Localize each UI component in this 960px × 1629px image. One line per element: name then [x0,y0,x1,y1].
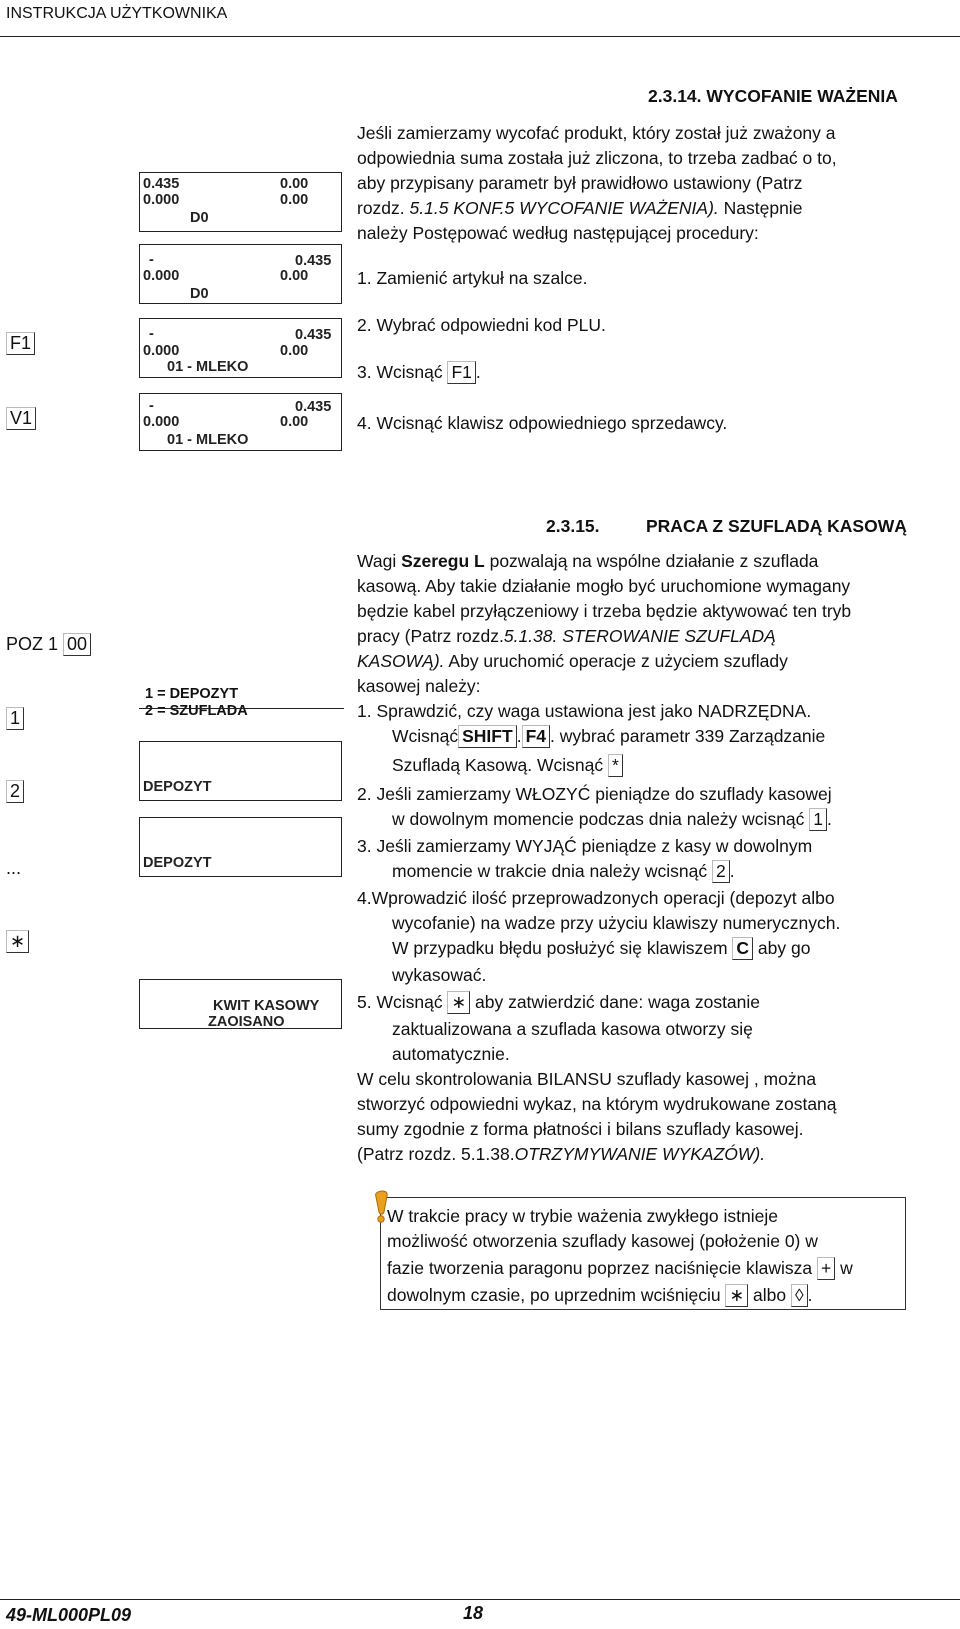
balance-line: W celu skontrolowania BILANSU szuflady kasowej , można [357,1069,817,1089]
key-2: 2 [712,860,730,883]
footer-doc-code: 49-ML000PL09 [6,1605,132,1625]
section-heading-2-3-14: 2.3.14. WYCOFANIE WAŻENIA [648,86,898,106]
drawer-step-3-cont [357,859,937,886]
display-label: DEPOZYT [143,855,212,871]
display-value: 0.00 [280,176,309,192]
key-plus: + [817,1257,835,1280]
section-2-3-15-intro [357,549,937,699]
key-f4: F4 [522,725,550,748]
key-2-side: 2 [6,780,24,803]
text: rozdz. [357,198,410,218]
display-value: 0.000 [143,268,180,284]
drawer-step-4-cont2 [357,936,937,963]
menu-option: 2 = SZUFLADA [145,703,248,719]
depozyt-display-2 [139,817,342,877]
display-value: 0.435 [295,399,332,415]
step-1: 1. Zamienić artykuł na szalce. [357,268,588,288]
display-value: - [149,398,154,414]
para-line [357,649,937,674]
text: Wagi [357,551,402,571]
drawer-step-1-keys [357,724,937,753]
text: fazie tworzenia paragonu poprzez naciśnięcie klawisza [387,1258,817,1278]
key-asterisk-note: ∗ [725,1284,748,1307]
step-2: 2. Wybrać odpowiedni kod PLU. [357,315,606,335]
para-line: aby przypisany parametr był prawidłowo ustawiony (Patrz [357,173,803,193]
display-label: DEPOZYT [143,779,212,795]
text: dowolnym czasie, po uprzednim wciśnięciu [387,1285,726,1305]
display-label: ZAOISANO [208,1014,285,1030]
receipt-display [139,979,342,1029]
scale-display-4 [139,393,342,451]
text: aby go [753,938,811,958]
display-value: 0.000 [143,192,180,208]
page-number: 18 [463,1603,484,1623]
depozyt-display-1 [139,741,342,801]
text: . [729,861,735,881]
text: Wcisnąć [392,726,459,746]
text: albo [748,1285,791,1305]
display-value: 0.00 [280,192,309,208]
header-title: INSTRUKCJA UŻYTKOWNIKA [6,5,228,22]
key-v1-side: V1 [6,407,36,430]
section-number-2-3-15: 2.3.15. [546,516,600,536]
note-line [387,1283,902,1310]
text: pracy (Patrz rozdz. [357,626,504,646]
para-line: Jeśli zamierzamy wycofać produkt, który został już zważony a [357,123,836,143]
key-c: C [732,937,753,960]
drawer-step-1: 1. Sprawdzić, czy waga ustawiona jest jako NADRZĘDNA. [357,701,812,721]
text: . wybrać parametr 339 Zarządzanie [550,726,826,746]
text: 5. Wcisnąć [357,992,448,1012]
para-line [357,624,937,649]
header-divider [0,36,960,37]
display-value: 0.435 [143,176,180,192]
para-line: odpowiednia suma została już zliczona, to trzeba zadbać o to, [357,148,837,168]
text: pozwalają na wspólne działanie z szuflada [484,551,819,571]
display-label: KWIT KASOWY [213,998,320,1014]
display-label: D0 [190,210,209,226]
key-f1: F1 [447,361,475,384]
drawer-step-3: 3. Jeśli zamierzamy WYJĄĆ pieniądze z kasy w dowolnym [357,836,813,856]
para-line [357,549,937,574]
text: w [835,1258,853,1278]
key-star: * [608,754,623,777]
key-shift: SHIFT [458,725,517,748]
para-line: kasową. Aby takie działanie mogło być uruchomione wymagany [357,576,851,596]
text: POZ 1 [6,634,64,654]
drawer-step-2-cont [357,807,937,834]
text: . [516,726,522,746]
display-value: 0.435 [295,327,332,343]
text: aby zatwierdzić dane: waga zostanie [470,992,761,1012]
step-3 [357,360,481,385]
note-line [387,1256,902,1283]
para-line [357,196,937,221]
reference-link: KASOWĄ). [357,651,445,671]
note-line: możliwość otworzenia szuflady kasowej (położenie 0) w [387,1231,818,1251]
text: momencie w trakcie dnia należy wcisnąć [392,861,712,881]
balance-line: sumy zgodnie z forma płatności i bilans szuflady kasowej. [357,1119,804,1139]
text: Szufladą Kasową. Wcisnąć [392,755,608,775]
menu-option: 1 = DEPOZYT [145,686,239,702]
key-asterisk: ∗ [447,991,470,1014]
display-value: - [149,252,154,268]
display-value: 0.00 [280,268,309,284]
key-diamond: ◊ [791,1284,808,1307]
display-label: D0 [190,286,209,302]
drawer-steps [357,699,937,1167]
reference-link: OTRZYMYWANIE WYKAZÓW). [514,1144,766,1164]
reference-link: 5.1.38. STEROWANIE SZUFLADĄ [503,626,776,646]
note-line: W trakcie pracy w trybie ważenia zwykłego istnieje [387,1206,778,1226]
scale-display-2 [139,244,342,304]
drawer-step-5-cont2: automatycznie. [392,1044,510,1064]
display-value: - [149,326,154,342]
section-heading-2-3-15: PRACA Z SZUFLADĄ KASOWĄ [646,516,907,536]
key-f1-side: F1 [6,332,35,355]
scale-display-3 [139,318,342,378]
text: . [827,809,832,829]
key-1-side: 1 [6,707,24,730]
display-label: 01 - MLEKO [167,359,249,375]
key-00: 00 [63,633,91,656]
text: Aby uruchomić operacje z użyciem szuflady [444,651,788,671]
drawer-step-1-cont [357,753,937,782]
balance-line [357,1142,937,1167]
section-2-3-14-body [357,121,937,246]
footer-divider [0,1599,960,1600]
note-text [387,1204,902,1310]
display-value: 0.000 [143,414,180,430]
text: . [475,362,481,382]
step-4: 4. Wcisnąć klawisz odpowiedniego sprzedawcy. [357,413,728,433]
text: (Patrz rozdz. 5.1.38. [357,1144,515,1164]
pos-label [6,633,91,656]
display-value: 0.435 [295,253,332,269]
display-value: 0.00 [280,414,309,430]
drawer-step-2: 2. Jeśli zamierzamy WŁOZYĆ pieniądze do szuflady kasowej [357,784,832,804]
drawer-step-5 [357,990,937,1017]
text: w dowolnym momencie podczas dnia należy wcisnąć [392,809,810,829]
display-value: 0.000 [143,343,180,359]
para-line: należy Postępować według następującej procedury: [357,223,759,243]
para-line: będzie kabel przyłączeniowy i trzeba będzie aktywować ten tryb [357,601,852,621]
text: . [807,1285,813,1305]
scale-display-1 [139,172,342,232]
menu-display-border [139,708,344,709]
text: W przypadku błędu posłużyć się klawiszem [392,938,733,958]
key-asterisk-side: ∗ [6,930,29,953]
para-line: kasowej należy: [357,676,481,696]
drawer-step-5-cont: zaktualizowana a szuflada kasowa otworzy się [392,1019,753,1039]
reference-link: 5.1.5 KONF.5 WYCOFANIE WAŻENIA). [409,198,719,218]
drawer-step-4-cont: wycofanie) na wadze przy użyciu klawiszy numerycznych. [392,913,841,933]
note-box [380,1197,906,1310]
key-1: 1 [809,808,827,831]
ellipsis: ... [6,858,22,878]
text: Następnie [718,198,803,218]
display-label: 01 - MLEKO [167,432,249,448]
balance-line: stworzyć odpowiedni wykaz, na którym wydrukowane zostaną [357,1094,837,1114]
drawer-step-4-cont3: wykasować. [392,965,487,985]
series-name: Szeregu L [401,551,485,571]
text: 3. Wcisnąć [357,362,448,382]
display-value: 0.00 [280,343,309,359]
drawer-step-4: 4.Wprowadzić ilość przeprowadzonych operacji (depozyt albo [357,888,835,908]
